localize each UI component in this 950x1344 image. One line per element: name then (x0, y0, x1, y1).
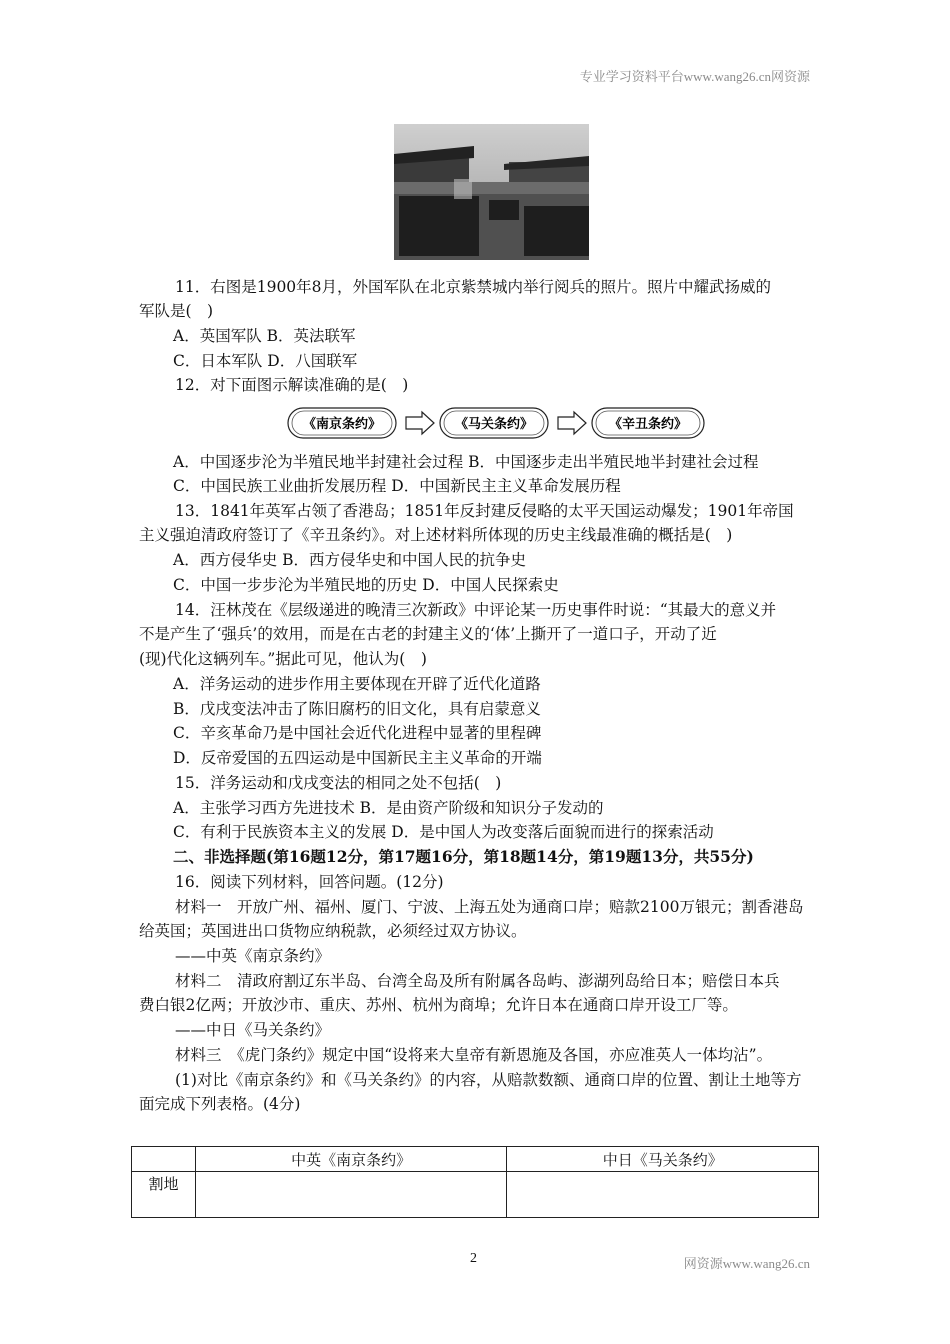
text-line: B．戊戌变法冲击了陈旧腐朽的旧文化，具有启蒙意义 (173, 700, 541, 718)
text-line: ——中日《马关条约》 (175, 1021, 331, 1039)
photo-image (394, 124, 589, 260)
text-line: 不是产生了‘强兵’的效用，而是在古老的封建主义的‘体’上撕开了一道口子，开动了近 (139, 625, 717, 643)
table-header-empty (132, 1147, 196, 1172)
text-line: 11．右图是1900年8月，外国军队在北京紫禁城内举行阅兵的照片。照片中耀武扬威的 (175, 278, 772, 296)
flowchart-drawing (286, 404, 706, 442)
text-line: (现)代化这辆列车。”据此可见，他认为( ) (139, 650, 427, 668)
text-line: 费白银2亿两；开放沙市、重庆、苏州、杭州为商埠；允许日本在通商口岸开设工厂等。 (139, 996, 738, 1014)
text-line: C．辛亥革命乃是中国社会近代化进程中显著的里程碑 (173, 724, 542, 742)
text-line: D．反帝爱国的五四运动是中国新民主主义革命的开端 (173, 749, 542, 767)
flow-box-maguan: 《马关条约》 (454, 417, 534, 432)
text-line: A．西方侵华史 B．西方侵华史和中国人民的抗争史 (173, 551, 527, 569)
text-line: C．中国民族工业曲折发展历程 D．中国新民主主义革命发展历程 (173, 477, 621, 495)
text-line: 主义强迫清政府签订了《辛丑条约》。对上述材料所体现的历史主线最准确的概括是( ) (139, 526, 733, 544)
forbidden-city-parade-photo (394, 124, 589, 260)
text-line: 军队是( ) (139, 302, 214, 320)
text-line: A．中国逐步沦为半殖民地半封建社会过程 B．中国逐步走出半殖民地半封建社会过程 (173, 453, 759, 471)
text-line: 二、非选择题(第16题12分，第17题16分，第18题14分，第19题13分，共55分) (173, 847, 754, 866)
text-line: C．有利于民族资本主义的发展 D．是中国人为改变落后面貌而进行的探索活动 (173, 823, 714, 841)
table-row-label: 割地 (132, 1172, 196, 1218)
table-cell[interactable] (507, 1172, 819, 1218)
treaty-flowchart (286, 404, 706, 442)
text-line: 材料二 清政府割辽东半岛、台湾全岛及所有附属各岛屿、澎湖列岛给日本；赔偿日本兵 (175, 972, 780, 990)
flow-box-nanjing: 《南京条约》 (302, 417, 382, 432)
flow-box-xinchou: 《辛丑条约》 (608, 417, 688, 432)
text-line: C．日本军队 D．八国联军 (173, 352, 358, 370)
table-row (132, 1172, 819, 1218)
text-line: 面完成下列表格。(4分) (139, 1095, 301, 1113)
table-header-maguan: 中日《马关条约》 (507, 1147, 819, 1172)
text-line: 给英国；英国进出口货物应纳税款，必须经过双方协议。 (139, 922, 527, 940)
text-line: 材料三 《虎门条约》规定中国“设将来大皇帝有新恩施及各国，亦应准英人一体均沾”。 (175, 1046, 773, 1064)
page-number: 2 (470, 1251, 477, 1266)
text-line: A．英国军队 B．英法联军 (173, 327, 356, 345)
text-line: 16．阅读下列材料，回答问题。(12分) (175, 873, 444, 891)
text-line: C．中国一步步沦为半殖民地的历史 D．中国人民探索史 (173, 576, 559, 594)
header-site-text: 专业学习资料平台www.wang26.cn网资源 (579, 69, 810, 84)
text-line: 13．1841年英军占领了香港岛；1851年反封建反侵略的太平天国运动爆发；1901年帝国 (175, 502, 794, 520)
table-header-nanjing: 中英《南京条约》 (195, 1147, 507, 1172)
text-line: 15．洋务运动和戊戌变法的相同之处不包括( ) (175, 774, 502, 792)
footer-site-text: 网资源www.wang26.cn (683, 1256, 810, 1271)
text-line: ——中英《南京条约》 (175, 947, 331, 965)
arrow-right-icon (406, 412, 434, 434)
text-line: 14．汪林茂在《层级递进的晚清三次新政》中评论某一历史事件时说：“其最大的意义并 (175, 601, 777, 619)
arrow-right-icon (558, 412, 586, 434)
text-line: 材料一 开放广州、福州、厦门、宁波、上海五处为通商口岸；赔款2100万银元；割香港岛 (175, 898, 804, 916)
text-line: A．主张学习西方先进技术 B．是由资产阶级和知识分子发动的 (173, 799, 604, 817)
text-line: A．洋务运动的进步作用主要体现在开辟了近代化道路 (173, 675, 541, 693)
answer-table (131, 1146, 819, 1218)
text-line: (1)对比《南京条约》和《马关条约》的内容，从赔款数额、通商口岸的位置、割让土地等方 (175, 1071, 802, 1089)
text-line: 12．对下面图示解读准确的是( ) (175, 376, 409, 394)
table-cell[interactable] (195, 1172, 507, 1218)
